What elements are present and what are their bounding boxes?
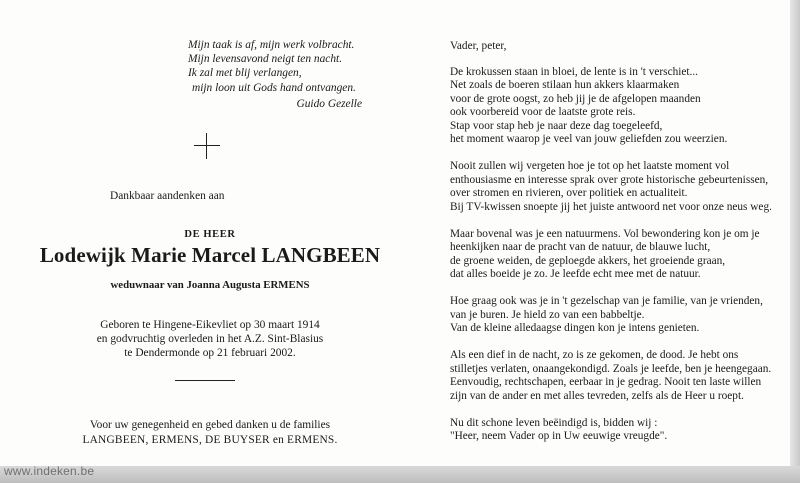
letter-line: Van de kleine alledaagse dingen kon je intens genieten. [450, 322, 700, 334]
details-line: en godvruchtig overleden in het A.Z. Sint-Blasius [96, 333, 324, 346]
families-line: LANGBEEN, ERMENS, DE BUYSER en ERMENS. [82, 433, 338, 446]
latin-cross-icon [194, 133, 220, 159]
poem-line: Mijn taak is af, mijn werk volbracht. [188, 39, 355, 51]
letter-line: stilletjes verlaten, onaangekondigd. Zoals je leefde, ben je heengegaan. [450, 362, 772, 375]
honorific: DE HEER [184, 229, 236, 240]
letter-line: Stap voor stap heb je naar deze dag toegeleefd, [450, 119, 663, 132]
letter-line: De krokussen staan in bloei, de lente is in 't verschiet... [450, 65, 698, 78]
letter-line: Hoe graag ook was je in 't gezelschap van je familie, van je vrienden, [450, 295, 763, 307]
scan-edge-bottom [0, 466, 800, 483]
letter-line: Als een dief in de nacht, zo is ze gekomen, de dood. Je hebt ons [450, 349, 739, 361]
letter-line: ook voorbereid voor de laatste grote reis. [450, 106, 636, 118]
letter-line: Maar bovenal was je een natuurmens. Vol bewondering kon je om je [450, 227, 760, 240]
memorial-intro: Dankbaar aandenken aan [110, 190, 225, 202]
watermark: www.indeken.be [4, 464, 95, 478]
letter-paragraph [450, 228, 785, 282]
letter-line: Net zoals de boeren stilaan hun akkers klaarmaken [450, 79, 680, 91]
letter-paragraph [450, 349, 785, 403]
letter-line: Eenvoudig, rechtschapen, eerbaar in je gedrag. Nooit ten laste willen [450, 376, 762, 388]
letter-line: Nooit zullen wij vergeten hoe je tot op het laatste moment vol [450, 160, 730, 172]
letter-paragraph [450, 417, 785, 444]
thanks-line: Voor uw genegenheid en gebed danken u de families [89, 419, 331, 431]
letter-line: dat alles boeide je zo. Je leefde echt mee met de natuur. [450, 268, 701, 280]
letter-line: over stromen en rivieren, over politiek en actualiteit. [450, 187, 688, 199]
birth-death-details [0, 318, 420, 361]
letter-line: zijn van de ander en met alles tevreden, zelfs als de Heer u roept. [450, 389, 744, 402]
letter-line: enthousiasme en interesse sprak over grote historische gebeurtenissen, [450, 173, 769, 186]
letter-salutation: Vader, peter, [450, 40, 507, 52]
letter-line: voor de grote oogst, zo heb jij je de afgelopen maanden [450, 92, 701, 105]
letter-line: "Heer, neem Vader op in Uw eeuwige vreugde". [450, 430, 668, 442]
letter-line: de groene weiden, de geploegde akkers, het groeiende graan, [450, 254, 726, 267]
poem-line: Mijn levensavond neigt ten nacht. [188, 53, 343, 66]
letter-paragraph [450, 160, 785, 214]
poem [188, 38, 368, 111]
poem-author: Guido Gezelle [296, 97, 362, 110]
divider [175, 380, 235, 381]
letter-paragraph [450, 295, 785, 336]
letter-paragraph [450, 66, 785, 147]
poem-line: mijn loon uit Gods hand ontvangen. [192, 81, 356, 94]
poem-line: Ik zal met blij verlangen, [188, 67, 302, 80]
details-line: Geboren te Hingene-Eikevliet op 30 maart 1914 [100, 319, 320, 331]
family-thanks [0, 418, 420, 447]
details-line: te Dendermonde op 21 februari 2002. [124, 347, 296, 360]
letter-line: het moment waarop je veel van jouw geliefden zou weerzien. [450, 133, 728, 145]
deceased-name: Lodewijk Marie Marcel LANGBEEN [39, 243, 381, 267]
scan-edge-right [790, 0, 800, 483]
letter-line: heenkijken naar de pracht van de natuur, de blauwe lucht, [450, 241, 711, 253]
letter-line: van je buren. Je hield zo van een babbeltje. [450, 308, 645, 321]
letter-line: Bij TV-kwissen snoepte jij het juiste antwoord net voor onze neus weg. [450, 200, 772, 213]
letter [450, 40, 785, 457]
widower-of: weduwnaar van Joanna Augusta ERMENS [110, 279, 310, 291]
letter-line: Nu dit schone leven beëindigd is, bidden wij : [450, 416, 658, 429]
